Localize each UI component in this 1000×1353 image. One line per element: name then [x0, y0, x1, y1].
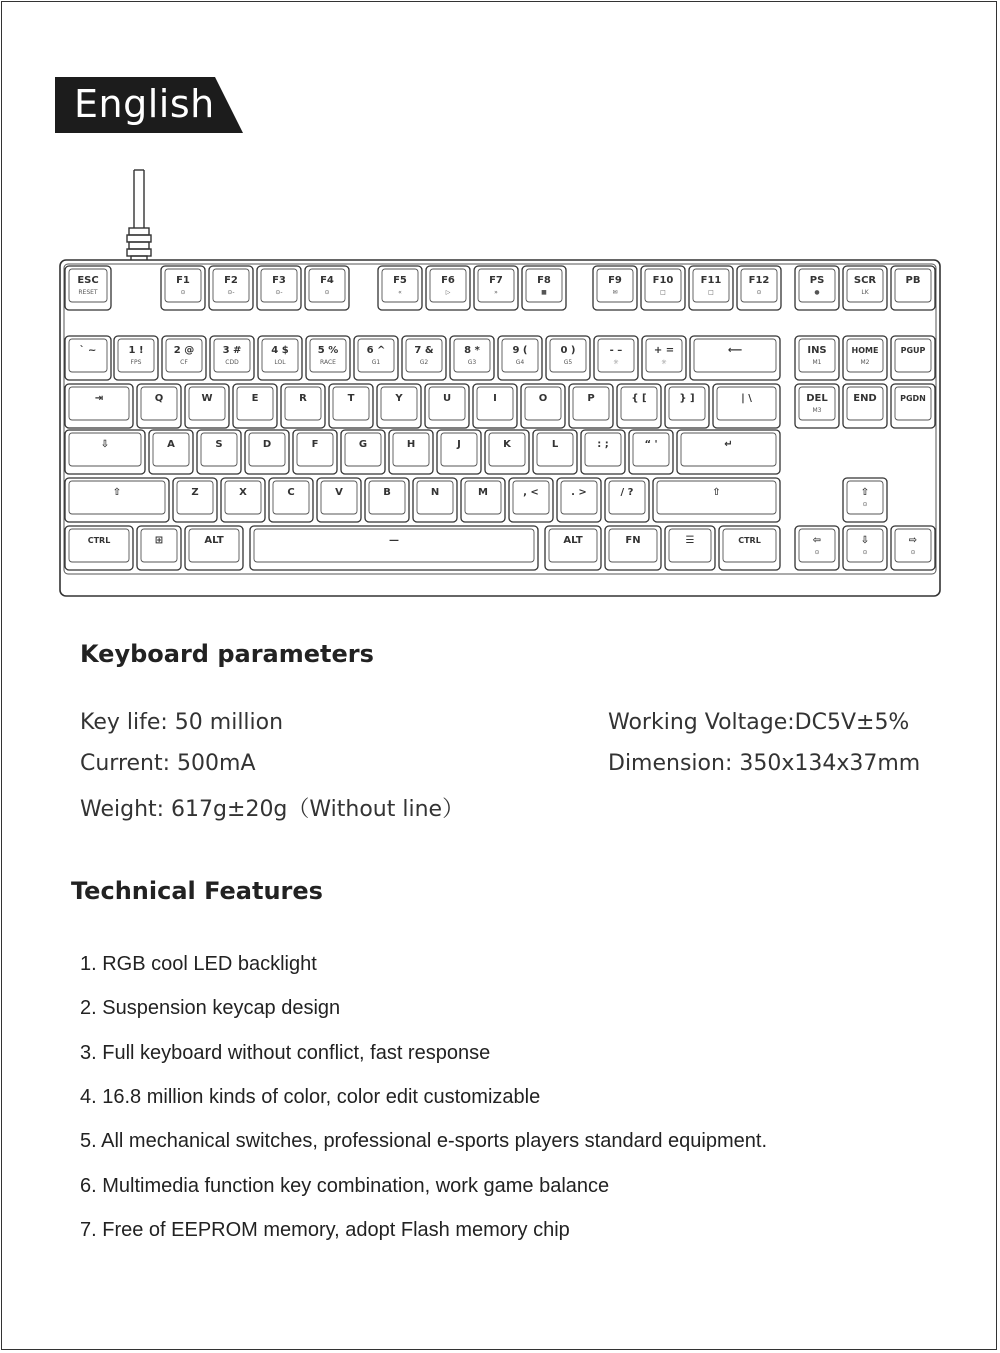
keycap-label: 4 $ [271, 345, 289, 356]
keycap-sublabel: M3 [812, 407, 822, 414]
keycap-label: 7 & [414, 345, 434, 356]
keycap [653, 478, 780, 522]
keycap-sublabel: FPS [130, 359, 142, 366]
keycap [305, 266, 349, 310]
keycap [891, 384, 935, 428]
keycap [293, 430, 337, 474]
keycap-label: Z [191, 487, 199, 498]
keycap [509, 478, 553, 522]
keycap-sublabel: LK [861, 289, 869, 296]
keycap [737, 266, 781, 310]
keycap-sublabel: ⊙ [324, 289, 330, 296]
keycap-sublabel: ⊙ [910, 549, 916, 556]
language-tab [55, 77, 243, 133]
keycap [891, 526, 935, 570]
keycap [665, 384, 709, 428]
keycap-label: 1 ! [128, 345, 144, 356]
keycap [843, 478, 887, 522]
keycap-label: ALT [204, 535, 224, 546]
keycap [137, 526, 181, 570]
keycap [377, 384, 421, 428]
keycap-sublabel: ⊙ [814, 549, 820, 556]
keycap [149, 430, 193, 474]
keycap [413, 478, 457, 522]
keycap-label: ⊞ [154, 535, 164, 546]
keycap-label: F2 [224, 275, 238, 286]
keycap-label: SCR [853, 275, 877, 286]
keycap-sublabel: ☼ [661, 359, 667, 366]
keycap [257, 266, 301, 310]
keycap-label: 2 @ [173, 345, 195, 356]
keycap-sublabel: RESET [78, 289, 98, 296]
keycap-label: 3 # [222, 345, 242, 356]
keycap-label: ⇩ [860, 535, 870, 546]
keycap-label: 0 ) [560, 345, 576, 356]
keycap [474, 266, 518, 310]
keycap-label: Y [395, 393, 403, 404]
keycap-label: F8 [537, 275, 551, 286]
keycap-sublabel: « [398, 289, 402, 296]
keycap-sublabel: G3 [467, 359, 477, 366]
keycap-label: - – [609, 345, 623, 356]
keycap-label: ESC [77, 275, 99, 286]
keycap-label: DEL [806, 393, 828, 404]
keycap-label: , < [523, 487, 539, 498]
keycap [173, 478, 217, 522]
keycap [114, 336, 158, 380]
keyboard-illustration [0, 160, 1000, 600]
keycap-label: ⟵ [727, 345, 743, 356]
keycap-label: B [383, 487, 391, 498]
keycap [197, 430, 241, 474]
keycap-sublabel: ⊙- [227, 289, 235, 296]
keycap-label: H [406, 439, 416, 450]
keycap [641, 266, 685, 310]
keycap-sublabel: □ [708, 289, 714, 296]
keycap [891, 266, 935, 310]
keycap-label: M [478, 487, 488, 498]
feature-item: 1. RGB cool LED backlight [80, 953, 317, 975]
keycap-label: PB [905, 275, 921, 286]
keycap [719, 526, 780, 570]
feature-item: 7. Free of EEPROM memory, adopt Flash memory chip [80, 1219, 570, 1241]
param-voltage: Working Voltage:DC5V±5% [608, 710, 910, 735]
keycap [281, 384, 325, 428]
keycap [665, 526, 715, 570]
keycap [389, 430, 433, 474]
features-title: Technical Features [71, 877, 323, 905]
keycap [581, 430, 625, 474]
keycap [65, 384, 133, 428]
keycap-label: C [287, 487, 295, 498]
keycap [137, 384, 181, 428]
keycap-label: O [538, 393, 548, 404]
feature-item: 5. All mechanical switches, professional e-sports players standard equipment. [80, 1130, 768, 1152]
keycap [221, 478, 265, 522]
keycap-label: / ? [620, 487, 634, 498]
keycap-label: K [503, 439, 511, 450]
keycap-label: ⇧ [860, 487, 870, 498]
keycap-sublabel: ⊙ [180, 289, 186, 296]
keycap-label: — [389, 535, 399, 546]
keycap-label: } ] [679, 393, 695, 404]
keycap-label: F5 [393, 275, 407, 286]
keycap-label: PGDN [900, 394, 926, 403]
keycap-label: ⇧ [712, 487, 721, 498]
keycap [593, 266, 637, 310]
keycap [689, 266, 733, 310]
keycap-sublabel: M1 [812, 359, 822, 366]
keycap-label: 9 ( [512, 345, 528, 356]
keycap-sublabel: G1 [371, 359, 381, 366]
keycap [402, 336, 446, 380]
keycap-label: R [299, 393, 307, 404]
keycap-label: ☰ [685, 535, 695, 546]
keycap-label: ALT [563, 535, 583, 546]
keycap-label: F10 [652, 275, 674, 286]
keycap-label: F7 [489, 275, 503, 286]
keycap [378, 266, 422, 310]
keycap [426, 266, 470, 310]
keycap-sublabel: ✉ [612, 289, 618, 296]
keycap [329, 384, 373, 428]
keycap-sublabel: G5 [563, 359, 573, 366]
keycap [843, 266, 887, 310]
keycap-label: F9 [608, 275, 622, 286]
keycap-sublabel: ⊙ [862, 501, 868, 508]
keycap [269, 478, 313, 522]
keycap-sublabel: ⊙ [756, 289, 762, 296]
keycap-label: P [587, 393, 595, 404]
keycap-label: . > [571, 487, 587, 498]
keycap [713, 384, 780, 428]
keycap-label: FN [625, 535, 641, 546]
keycap [605, 478, 649, 522]
keycap-label: F3 [272, 275, 286, 286]
keycap-sublabel: □ [660, 289, 666, 296]
keycap-label: ⇨ [908, 535, 918, 546]
keycap [341, 430, 385, 474]
feature-item: 4. 16.8 million kinds of color, color edit customizable [80, 1086, 541, 1108]
keycap-label: I [493, 393, 497, 404]
keycap [843, 384, 887, 428]
keycap [209, 266, 253, 310]
keycap-label: ⇦ [812, 535, 822, 546]
keycap [365, 478, 409, 522]
keycap-sublabel: ⊙ [862, 549, 868, 556]
keycap [250, 526, 538, 570]
keycap-label: ⇧ [112, 487, 122, 498]
keycap-sublabel: M2 [860, 359, 870, 366]
keycap [629, 430, 673, 474]
keycap-label: 8 * [464, 345, 480, 356]
keycap-sublabel: LOL [274, 359, 286, 366]
keycap [843, 336, 887, 380]
keycap [498, 336, 542, 380]
keycap-label: J [457, 439, 461, 450]
keycap [795, 266, 839, 310]
keycap-label: F12 [748, 275, 770, 286]
keycap [557, 478, 601, 522]
keycap-label: L [551, 439, 559, 450]
keycap [461, 478, 505, 522]
keycap [545, 526, 601, 570]
keycap [65, 266, 111, 310]
keycap-label: D [262, 439, 272, 450]
keycap-label: 6 ^ [366, 345, 386, 356]
keycap [843, 526, 887, 570]
keycap [437, 430, 481, 474]
keycap-label: PGUP [900, 346, 926, 355]
keycap-label: F6 [441, 275, 455, 286]
keycap [473, 384, 517, 428]
keycap-label: U [442, 393, 452, 404]
keycap [185, 526, 243, 570]
keycap-label: END [853, 393, 877, 404]
keycap-sublabel: » [494, 289, 498, 296]
keycap-label: INS [807, 345, 827, 356]
keycap-sublabel: ⊙- [275, 289, 283, 296]
keycap [162, 336, 206, 380]
keycap [65, 526, 133, 570]
keycap [65, 478, 169, 522]
keycap-sublabel: CDD [225, 359, 239, 366]
keycap [642, 336, 686, 380]
usb-cable [127, 170, 151, 262]
keycap-label: ` ~ [79, 345, 97, 356]
keycap [891, 336, 935, 380]
keycap-label: CTRL [87, 536, 111, 545]
keycap-sublabel: ▷ [445, 289, 451, 296]
keycap [569, 384, 613, 428]
keycap [690, 336, 780, 380]
keycap [795, 526, 839, 570]
keycap-label: 5 % [317, 345, 339, 356]
keycap-label: { [ [631, 393, 647, 404]
keycap-label: A [167, 439, 175, 450]
keycap-label: ⇥ [94, 393, 104, 404]
param-current: Current: 500mA [80, 751, 256, 776]
param-weight: Weight: 617g±20g（Without line） [80, 797, 465, 822]
keycap-label: F4 [320, 275, 334, 286]
keycap-label: X [239, 487, 247, 498]
keycap [65, 336, 111, 380]
keycap [258, 336, 302, 380]
keycap-label: F1 [176, 275, 190, 286]
keycap [354, 336, 398, 380]
keycap [210, 336, 254, 380]
keycap-label: F [311, 439, 319, 450]
keycap [605, 526, 661, 570]
feature-item: 6. Multimedia function key combination, work game balance [80, 1175, 610, 1197]
keycap [245, 430, 289, 474]
keycap-label: | \ [741, 393, 752, 404]
keycap [594, 336, 638, 380]
keycap [521, 384, 565, 428]
keycap [677, 430, 780, 474]
keycap [485, 430, 529, 474]
param-key-life: Key life: 50 million [80, 710, 284, 735]
keycap-sublabel: ■ [541, 289, 547, 296]
keycap-label: : ; [597, 439, 609, 450]
keycap [546, 336, 590, 380]
keycap [306, 336, 350, 380]
keycap-label: PS [809, 275, 825, 286]
keycap [533, 430, 577, 474]
keycap-label: T [347, 393, 355, 404]
keycap-sublabel: G2 [419, 359, 429, 366]
keycap-label: HOME [851, 346, 879, 355]
keycap [233, 384, 277, 428]
keycap [795, 384, 839, 428]
keycap [795, 336, 839, 380]
language-tab-label: English [74, 82, 215, 126]
keycap [450, 336, 494, 380]
keycap-label: “ ' [644, 439, 658, 450]
keycap-label: + = [653, 345, 675, 356]
keycap [161, 266, 205, 310]
keycap [425, 384, 469, 428]
param-dimension: Dimension: 350x134x37mm [608, 751, 921, 776]
keycap-sublabel: RACE [320, 359, 336, 366]
params-title: Keyboard parameters [80, 640, 374, 668]
keycap [185, 384, 229, 428]
keycap-label: S [215, 439, 223, 450]
keycap-label: ↵ [724, 439, 733, 450]
keycap [317, 478, 361, 522]
keycap-label: F11 [700, 275, 722, 286]
keycap-sublabel: ☼ [613, 359, 619, 366]
keycap-label: CTRL [738, 536, 761, 545]
keycap-label: Q [154, 393, 164, 404]
keycap-label: V [335, 487, 343, 498]
keycap [617, 384, 661, 428]
keycap-label: ⇩ [100, 439, 110, 450]
keycap-sublabel: G4 [515, 359, 525, 366]
feature-item: 2. Suspension keycap design [80, 997, 341, 1019]
keycap-sublabel: CF [180, 359, 188, 366]
keycap-sublabel: ● [814, 289, 820, 296]
keycap [65, 430, 145, 474]
feature-item: 3. Full keyboard without conflict, fast response [80, 1042, 491, 1064]
keycap-label: N [430, 487, 440, 498]
keycap-label: W [201, 393, 213, 404]
keycap-label: E [251, 393, 259, 404]
keycap [522, 266, 566, 310]
keycap-label: G [358, 439, 368, 450]
